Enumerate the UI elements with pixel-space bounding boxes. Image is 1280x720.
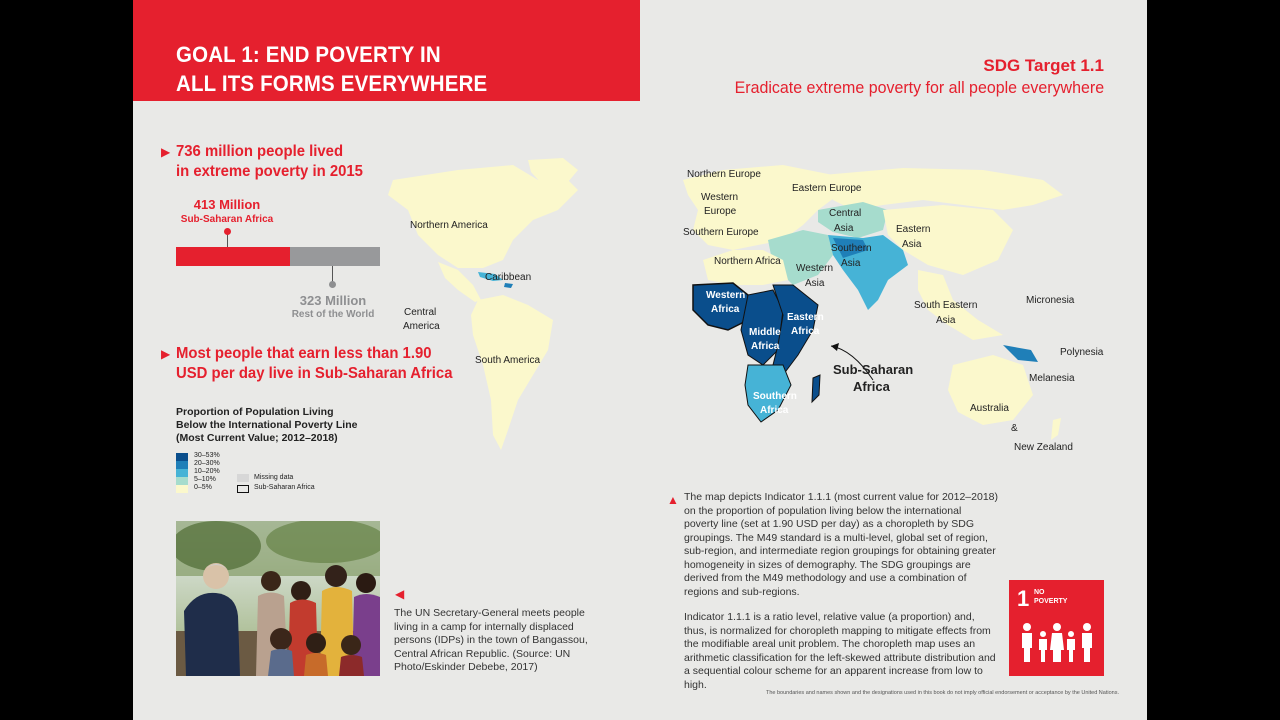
label-eastern-africa-1: Eastern [787, 312, 824, 323]
ssa-pin-dot [224, 228, 231, 235]
family-icon [1019, 622, 1095, 662]
legend-label-20-30: 20–30% [194, 460, 220, 467]
label-caribbean: Caribbean [485, 272, 532, 283]
caption-pointer-icon: ◀ [395, 587, 405, 601]
region-south-america [471, 295, 553, 450]
sdg-word-line2: POVERTY [1034, 598, 1068, 605]
legend-swatch-0-5 [176, 485, 188, 493]
headline-2-line1: Most people that earn less than 1.90 [176, 345, 432, 362]
infographic-page [133, 0, 1147, 720]
legend-title-line2: Below the International Poverty Line [176, 419, 358, 431]
legend-label-30-53: 30–53% [194, 452, 220, 459]
legend-swatch-ssa-outline [237, 485, 249, 493]
world-poverty-map [363, 150, 1147, 480]
methodology-note [684, 491, 998, 704]
region-madagascar [812, 375, 820, 402]
label-se-asia-2: Asia [936, 315, 956, 326]
headline-stat-1 [176, 142, 363, 182]
legend-label-missing: Missing data [254, 474, 294, 481]
legend-swatch-missing [237, 474, 249, 482]
row-label: Rest of the World [291, 309, 375, 320]
label-western-europe-1: Western [701, 192, 739, 203]
label-western-asia-1: Western [796, 263, 834, 274]
label-se-asia-1: South Eastern [914, 300, 978, 311]
row-pin [332, 266, 333, 282]
label-eastern-asia-2: Asia [902, 239, 922, 250]
headline-1-line2: in extreme poverty in 2015 [176, 163, 363, 180]
region-australia [948, 355, 1033, 425]
region-melanesia [1003, 345, 1038, 362]
label-central-asia-2: Asia [834, 223, 854, 234]
row-pin-dot [329, 281, 336, 288]
legend-swatch-20-30 [176, 461, 188, 469]
label-ssa-1: Sub-Saharan [833, 362, 914, 377]
label-southern-asia-1: Southern [831, 243, 872, 254]
legend-label-10-20: 10–20% [194, 468, 220, 475]
target-subtitle: Eradicate extreme poverty for all people everywhere [734, 78, 1104, 97]
label-eastern-asia-1: Eastern [896, 224, 931, 235]
photo-secretary-general-visit [176, 521, 380, 676]
goal-title-line2: ALL ITS FORMS EVERYWHERE [176, 71, 488, 96]
label-polynesia: Polynesia [1060, 347, 1104, 358]
bullet-triangle-icon: ▶ [161, 145, 171, 159]
row-value: 323 Million [299, 293, 367, 308]
legend-label-0-5: 0–5% [194, 484, 212, 491]
photo-caption: The UN Secretary-General meets people living in a camp for internally displaced persons (IDPs) in the town of Bangassou, Central African Republic. (Source: UN Photo/Eskinder Debebe, 2017) [394, 607, 588, 673]
label-northern-africa: Northern Africa [714, 256, 781, 267]
goal-title [176, 40, 487, 98]
label-amp: & [1011, 423, 1018, 434]
label-southern-africa-2: Africa [760, 405, 789, 416]
label-central-america-1: Central [404, 307, 437, 318]
sdg-number: 1 [1017, 586, 1030, 611]
legend-title [176, 406, 357, 445]
headline-1-line1: 736 million people lived [176, 143, 344, 160]
legend-title-line3: (Most Current Value; 2012–2018) [176, 432, 338, 444]
label-central-asia-1: Central [829, 208, 862, 219]
ssa-bar [176, 247, 290, 266]
goal-title-line1: GOAL 1: END POVERTY IN [176, 42, 441, 67]
label-southern-africa-1: Southern [753, 391, 797, 402]
legend-label-5-10: 5–10% [194, 476, 216, 483]
label-south-america: South America [475, 355, 541, 366]
note-paragraph-2: Indicator 1.1.1 is a ratio level, relative value (a proportion) and, thus, is normalized for choropleth mapping to mitigate effects from the modifiable areal unit problem. The choropleth map uses an arithmetic classification for the left-skewed attribute distribution and a sequential colour scheme for an apparent increase from low to high. [684, 611, 996, 691]
legend-title-line1: Proportion of Population Living [176, 406, 334, 418]
label-melanesia: Melanesia [1029, 373, 1075, 384]
legend-swatch-30-53 [176, 453, 188, 461]
ssa-label: Sub-Saharan Africa [180, 214, 274, 225]
label-western-africa-1: Western [706, 290, 746, 301]
ssa-value: 413 Million [193, 197, 261, 212]
label-southern-europe: Southern Europe [683, 227, 759, 238]
label-central-america-2: America [403, 321, 440, 332]
legend-swatch-5-10 [176, 477, 188, 485]
label-eastern-africa-2: Africa [791, 326, 820, 337]
region-new-zealand [1051, 418, 1061, 440]
note-paragraph-1: The map depicts Indicator 1.1.1 (most current value for 2012–2018) on the proportion of population living below the international poverty line (set at 1.90 USD per day) as a choropleth by SDG groupings. The M49 standard is a multi-level, global set of region, sub-region, and intermediate region groupings for obtaining greater homogeneity in sizes of demography. The SDG groupings are derived from the M49 methodology and use a combination of regions and sub-regions. [684, 491, 999, 598]
label-middle-africa-1: Middle [749, 327, 781, 338]
label-eastern-europe: Eastern Europe [792, 183, 862, 194]
legend-label-ssa-outline: Sub-Saharan Africa [254, 484, 315, 491]
label-northern-europe: Northern Europe [687, 169, 761, 180]
label-western-asia-2: Asia [805, 278, 825, 289]
headline-2-line2: USD per day live in Sub-Saharan Africa [176, 365, 453, 382]
note-triangle-icon: ▲ [667, 493, 679, 507]
disclaimer: The boundaries and names shown and the designations used in this book do not imply official endorsement or acceptance by the United Nations. [765, 690, 1119, 696]
label-micronesia: Micronesia [1026, 295, 1075, 306]
label-western-africa-2: Africa [711, 304, 740, 315]
label-southern-asia-2: Asia [841, 258, 861, 269]
label-western-europe-2: Europe [704, 206, 737, 217]
target-title: SDG Target 1.1 [983, 56, 1104, 75]
label-new-zealand: New Zealand [1014, 442, 1073, 453]
bullet-triangle-icon: ▶ [161, 347, 171, 361]
label-middle-africa-2: Africa [751, 341, 780, 352]
label-australia: Australia [970, 403, 1009, 414]
sdg-word-line1: NO [1034, 589, 1045, 596]
legend-swatch-10-20 [176, 469, 188, 477]
label-northern-america: Northern America [410, 220, 488, 231]
sdg-goal-1-icon [1009, 580, 1104, 676]
label-ssa-2: Africa [853, 379, 890, 394]
sdg-word [1034, 588, 1067, 606]
